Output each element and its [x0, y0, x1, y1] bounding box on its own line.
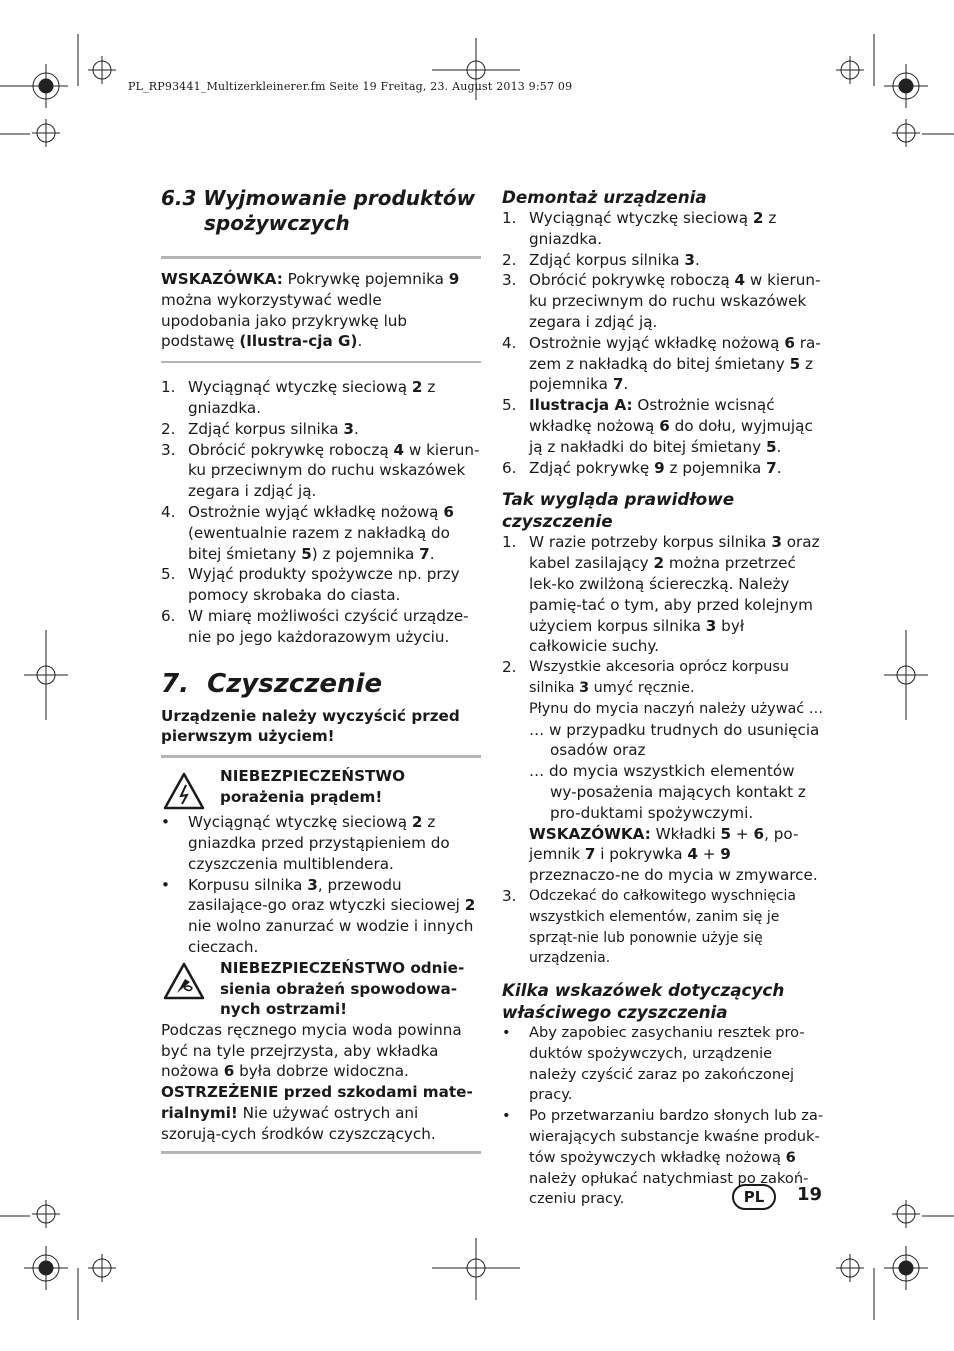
cleaning-tips: [502, 1023, 824, 1210]
list-item: 2. Zdjąć korpus silnika 3.: [161, 419, 359, 438]
list-item: 3. Obrócić pokrywkę roboczą 4 w kierun-ku przeciwnym do ruchu wskazówek zegara i zdjąć ją.: [502, 271, 821, 331]
cleaning-steps-cont: [502, 886, 824, 969]
list-item: 2. Wszystkie akcesoria oprócz korpusu silnika 3 umyć ręcznie.: [502, 658, 790, 696]
left-column: [161, 186, 481, 1154]
list-item: 5. Wyjąć produkty spożywcze np. przy pomocy skrobaka do ciasta.: [161, 565, 460, 605]
detergent-case-1: … w przypadku trudnych do usunięcia osadów oraz: [529, 720, 820, 760]
list-item: 3. Odczekać do całkowitego wyschnięcia wszystkich elementów, zanim się je sprząt-nie lub ponownie użyje się urządzenia.: [502, 886, 796, 967]
divider: [161, 755, 481, 758]
list-item: 4. Ostrożnie wyjąć wkładkę nożową 6 (ewentualnie razem z nakładką do bitej śmietany 5) z pojemnika 7.: [161, 502, 454, 563]
page-number: 19: [797, 1184, 823, 1205]
note-paragraph: WSKAZÓWKA: Pokrywkę pojemnika 9 można wykorzystywać wedle upodobania jako przykrywkę lub podstawę (Ilustra-cja G).: [161, 270, 460, 351]
divider: [161, 1151, 481, 1154]
blade-warning-icon: [163, 962, 205, 1000]
electric-warning-icon: [163, 772, 205, 810]
cleaning-tips-heading: Kilka wskazówek dotyczących właściwego czyszczenia: [502, 980, 785, 1023]
list-item: 1. Wyciągnąć wtyczkę sieciową 2 z gniazdka.: [161, 378, 436, 417]
language-badge: PL: [732, 1184, 776, 1210]
list-item: 1. W razie potrzeby korpus silnika 3 oraz kabel zasilający 2 można przetrzeć lek-ko zwilżoną ściereczką. Należy pamię-tać o tym, aby przed kolejnym użyciem korpus silnika 3 był całkowicie suchy.: [502, 533, 820, 656]
disassembly-steps: [502, 208, 824, 478]
divider: [161, 361, 481, 363]
material-warning: OSTRZEŻENIE przed szkodami mate-rialnymi! Nie używać ostrych ani szorują-cych środków czyszczących.: [161, 1083, 473, 1143]
danger-blades: NIEBEZPIECZEŃSTWO odnie-sienia obrażeń spowodowa-nych ostrzami!: [161, 958, 481, 1020]
dishwasher-note: WSKAZÓWKA: Wkładki 5 + 6, po-jemnik 7 i pokrywka 4 + 9 przeznaczo-ne do mycia w zmywarce.: [529, 824, 818, 885]
list-item: • Wyciągnąć wtyczkę sieciową 2 z gniazdka przed przystąpieniem do czyszczenia multiblendera.: [161, 813, 450, 873]
list-item: 3. Obrócić pokrywkę roboczą 4 w kierun-ku przeciwnym do ruchu wskazówek zegara i zdjąć ją.: [161, 440, 480, 501]
list-item: 6. W miarę możliwości czyścić urządze-nie po jego każdorazowym użyciu.: [161, 606, 469, 646]
list-item: 6. Zdjąć pokrywkę 9 z pojemnika 7.: [502, 458, 782, 477]
detergent-note: Płynu do mycia naczyń należy używać …: [529, 700, 824, 717]
list-item: 5. Ilustracja A: Ostrożnie wcisnąć wkładkę nożową 6 do dołu, wyjmując ją z nakładki do bitej śmietany 5.: [502, 396, 813, 456]
file-header: PL_RP93441_Multizerkleinerer.fm Seite 19 Freitag, 23. August 2013 9:57 09: [128, 80, 573, 93]
manual-wash-paragraph: Podczas ręcznego mycia woda powinna być na tyle przejrzysta, aby wkładka nożowa 6 była dobrze widoczna.: [161, 1020, 462, 1081]
list-item: • Korpusu silnika 3, przewodu zasilające-go oraz wtyczki sieciowej 2 nie wolno zanurzać w wodzie i innych cieczach.: [161, 875, 476, 956]
detergent-case-2: … do mycia wszystkich elementów wy-posażenia mających kontakt z pro-duktami spożywczymi.: [529, 762, 806, 822]
list-item: • Po przetwarzaniu bardzo słonych lub za-wierających substancje kwaśne produk-tów spożywczych wkładkę nożową 6 należy opłukać natychmiast po zakoń-czeniu pracy.: [502, 1107, 824, 1208]
list-item: 2. Zdjąć korpus silnika 3.: [502, 250, 700, 269]
list-item: • Aby zapobiec zasychaniu resztek pro-duktów spożywczych, urządzenie należy czyścić zaraz po zakończonej pracy.: [502, 1024, 805, 1104]
proper-cleaning-heading: Tak wygląda prawidłowe czyszczenie: [502, 489, 735, 532]
right-column: [502, 186, 824, 1210]
section-6-3-heading: 6.3 Wyjmowanie produktów spożywczych: [161, 186, 476, 235]
cleaning-steps: [502, 532, 824, 698]
danger-electric: NIEBEZPIECZEŃSTWO porażenia prądem!: [161, 766, 481, 812]
list-item: 4. Ostrożnie wyjąć wkładkę nożową 6 ra-zem z nakładką do bitej śmietany 5 z pojemnika 7.: [502, 333, 821, 394]
cleaning-intro: Urządzenie należy wyczyścić przed pierwszym użyciem!: [161, 706, 460, 746]
removal-steps: [161, 377, 481, 647]
list-item: 1. Wyciągnąć wtyczkę sieciową 2 z gniazdka.: [502, 209, 777, 248]
electric-danger-bullets: [161, 812, 481, 958]
divider: [161, 256, 481, 259]
section-7-heading: 7. Czyszczenie: [161, 668, 383, 699]
disassembly-heading: Demontaż urządzenia: [502, 187, 707, 207]
